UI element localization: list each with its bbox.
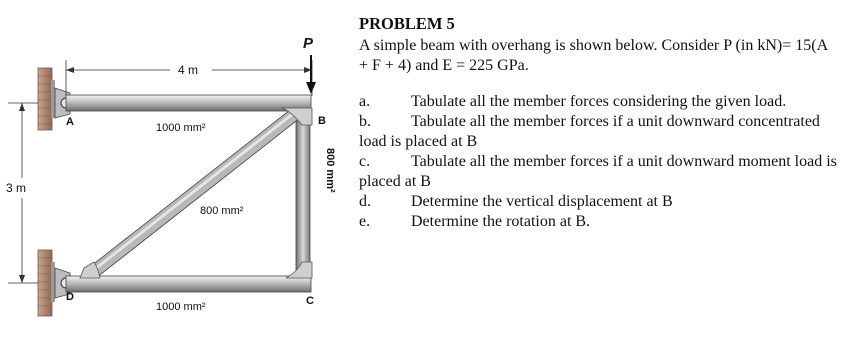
load-label: P (303, 35, 314, 52)
area-label-vertical: 800 mm² (324, 148, 336, 193)
item-text: Tabulate all the member forces if a unit downward moment load is placed at B (359, 153, 837, 190)
truss-figure (0, 0, 350, 347)
node-label-A: A (66, 116, 74, 128)
dimension-span-label: 4 m (178, 63, 199, 77)
member-DC (66, 276, 311, 292)
problem-item-c (359, 152, 839, 192)
node-label-B: B (318, 115, 326, 127)
item-letter: a. (359, 93, 371, 110)
member-BC (296, 110, 310, 277)
problem-intro: A simple beam with overhang is shown below. Consider P (in kN)= 15(A + F + 4) and E = 225 GPa. (359, 37, 828, 74)
wall-support-bottom (38, 250, 55, 316)
item-letter: d. (359, 193, 371, 210)
problem-statement (359, 14, 839, 232)
member-AB (66, 95, 311, 111)
problem-item-d (359, 192, 839, 212)
item-text: Tabulate all the member forces considering the given load. (411, 93, 787, 110)
problem-item-e (359, 212, 839, 232)
item-text: Tabulate all the member forces if a unit downward concentrated load is placed at B (359, 113, 820, 150)
wall-support-top (38, 68, 55, 130)
dimension-height-label: 3 m (6, 181, 27, 195)
dimension-span (66, 60, 312, 96)
node-label-D: D (66, 291, 74, 303)
load-arrow-P (303, 35, 316, 94)
problem-item-b (359, 112, 839, 152)
dimension-height (6, 103, 38, 283)
problem-title: PROBLEM 5 (359, 14, 455, 33)
item-text: Determine the rotation at B. (411, 213, 591, 230)
node-label-C: C (306, 295, 314, 307)
problem-item-a (359, 92, 839, 112)
item-letter: c. (359, 153, 371, 170)
item-text: Determine the vertical displacement at B (411, 193, 673, 210)
area-label-diagonal: 800 mm² (200, 205, 244, 217)
item-letter: e. (359, 213, 371, 230)
area-label-top: 1000 mm² (156, 122, 206, 134)
area-label-bottom: 1000 mm² (156, 301, 206, 313)
item-letter: b. (359, 113, 371, 130)
